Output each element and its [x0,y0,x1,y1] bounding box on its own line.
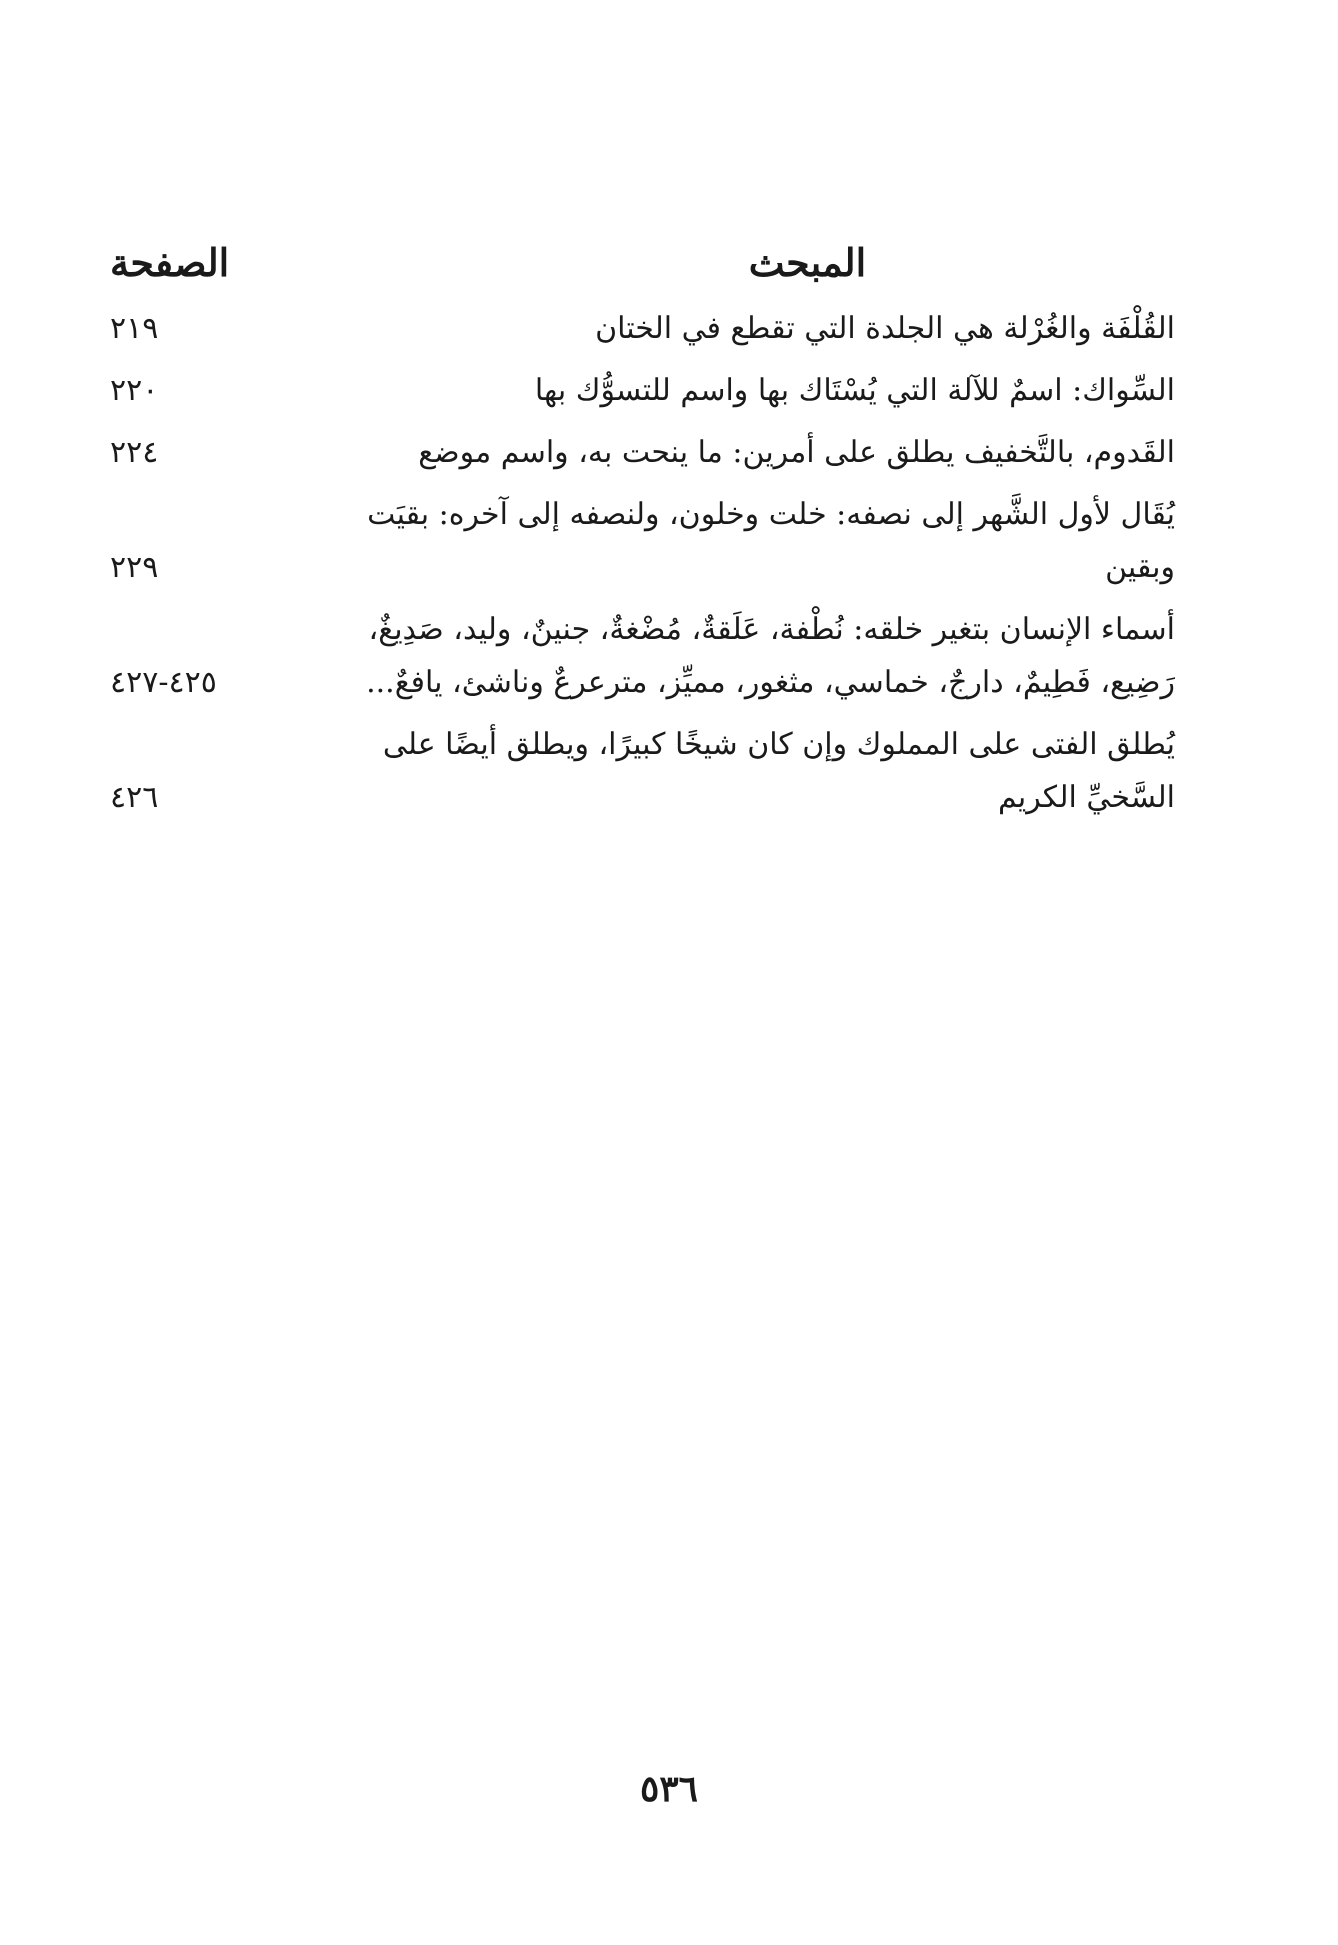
header-topic: المبحث [748,240,867,285]
entry-page: ٢٢٤ [110,435,159,470]
entry-text: يُطلق الفتى على المملوك وإن كان شيخًا كبيرًا، ويطلق أيضًا على السَّخيِّ الكريم [382,727,1175,815]
entry-page: ٤٢٥-٤٢٧ [110,665,217,700]
entry-text: أسماء الإنسان بتغير خلقه: نُطْفة، عَلَقةٌ، مُضْغةٌ، جنينٌ، وليد، صَدِيغٌ، رَضِيع، فَطِيمٌ، دارجٌ، خماسي، مثغور، مميِّز، مترعرعٌ وناشئ، يافعٌ... [366,612,1175,700]
entry-page: ٢٢٩ [110,550,159,585]
index-entry [110,488,1175,594]
entry-text: يُقَال لأول الشَّهر إلى نصفه: خلت وخلون، ولنصفه إلى آخره: بقيَت وبقين [367,497,1175,585]
index-entry [110,426,1175,479]
entry-text: القَدوم، بالتَّخفيف يطلق على أمرين: ما ينحت به، واسم موضع [418,435,1175,470]
table-header [110,240,1175,302]
index-entry [110,302,1175,355]
header-page: الصفحة [110,240,230,285]
index-entry [110,603,1175,709]
entry-text: السِّواك: اسمٌ للآلة التي يُسْتَاك بها واسم للتسوُّك بها [534,373,1175,408]
index-entry [110,718,1175,824]
index-entry [110,364,1175,417]
entry-text: القُلْفَة والغُرْلة هي الجلدة التي تقطع في الختان [595,311,1175,346]
entry-page: ٤٢٦ [110,780,159,815]
index-table [110,240,1175,833]
entry-page: ٢١٩ [110,311,159,346]
page-number: ٥٣٦ [639,1768,698,1810]
entry-page: ٢٢٠ [110,373,159,408]
